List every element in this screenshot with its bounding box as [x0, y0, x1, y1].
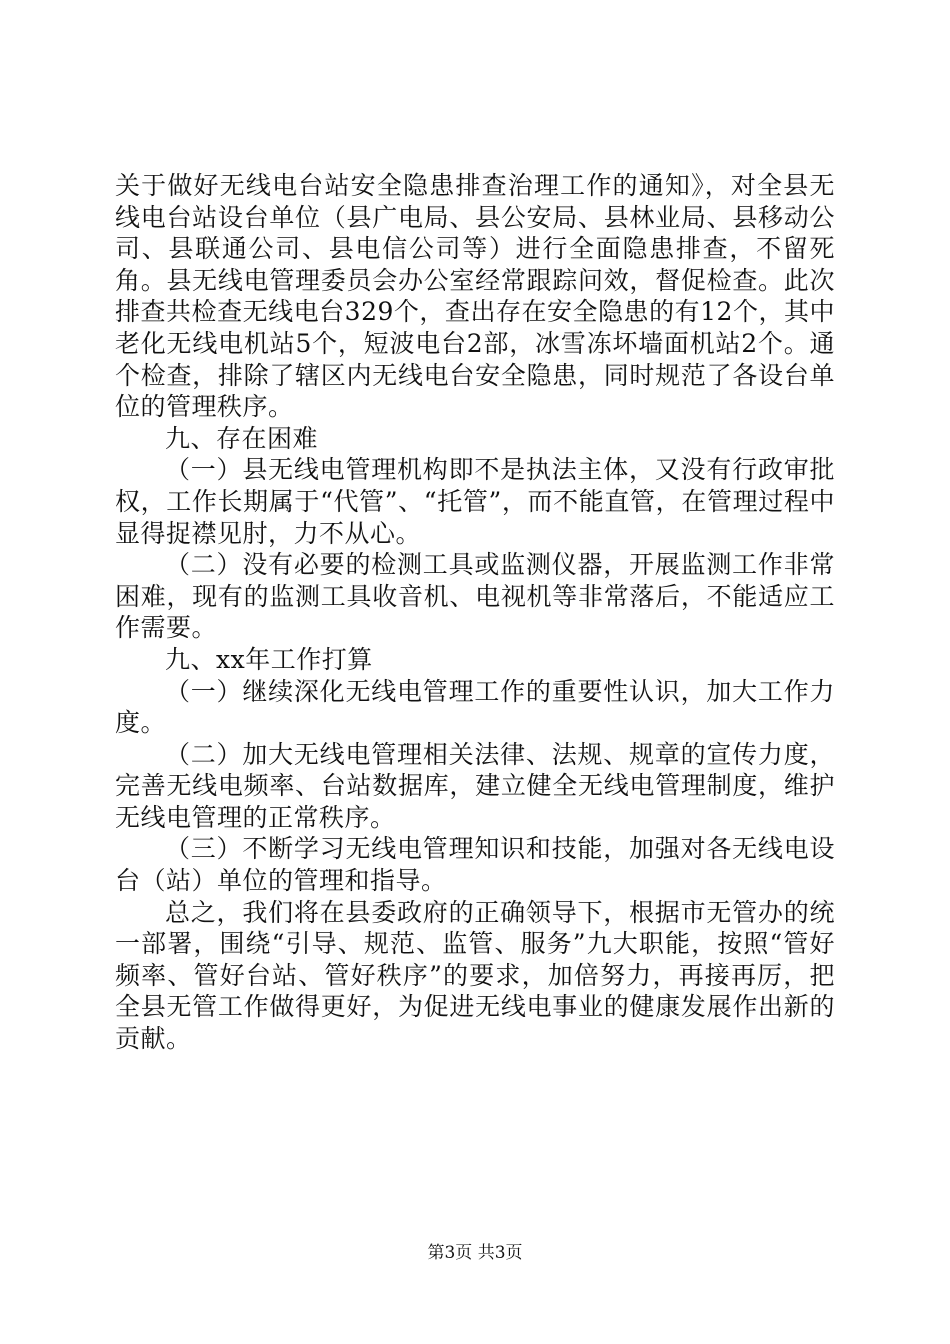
paragraph-plan-2: （二）加大无线电管理相关法律、法规、规章的宣传力度，完善无线电频率、台站数据库，建立健全无线电管理制度，维护无线电管理的正常秩序。 [115, 739, 835, 832]
page-number-footer: 第3页 共3页 [427, 1243, 523, 1263]
document-body [115, 170, 835, 1055]
heading-difficulties: 九、存在困难 [165, 423, 319, 453]
heading-work-plan: 九、xx年工作打算 [165, 644, 373, 674]
paragraph-plan-3: （三）不断学习无线电管理知识和技能，加强对各无线电设台（站）单位的管理和指导。 [115, 834, 835, 896]
paragraph-notice-continuation: 关于做好无线电台站安全隐患排查治理工作的通知》，对全县无线电台站设台单位（县广电局、县公安局、县林业局、县移动公司、县联通公司、县电信公司等）进行全面隐患排查，不留死角。县无线电管理委员会办公室经常跟踪问效，督促检查。此次排查共检查无线电台329个，查出存在安全隐患的有12个，其中老化无线电机站5个，短波电台2部，冰雪冻坏墙面机站2个。通个检查，排除了辖区内无线电台安全隐患，同时规范了各设台单位的管理秩序。 [115, 171, 835, 422]
paragraph-difficulty-2: （二）没有必要的检测工具或监测仪器，开展监测工作非常困难，现有的监测工具收音机、电视机等非常落后，不能适应工作需要。 [115, 550, 835, 643]
paragraph-difficulty-1: （一）县无线电管理机构即不是执法主体，又没有行政审批权，工作长期属于“代管”、“托管”，而不能直管，在管理过程中显得捉襟见肘，力不从心。 [115, 455, 835, 548]
paragraph-plan-1: （一）继续深化无线电管理工作的重要性认识，加大工作力度。 [115, 676, 835, 738]
paragraph-conclusion: 总之，我们将在县委政府的正确领导下，根据市无管办的统一部署，围绕“引导、规范、监管、服务”九大职能，按照“管好频率、管好台站、管好秩序”的要求，加倍努力，再接再厉，把全县无管工作做得更好，为促进无线电事业的健康发展作出新的贡献。 [115, 897, 835, 1054]
